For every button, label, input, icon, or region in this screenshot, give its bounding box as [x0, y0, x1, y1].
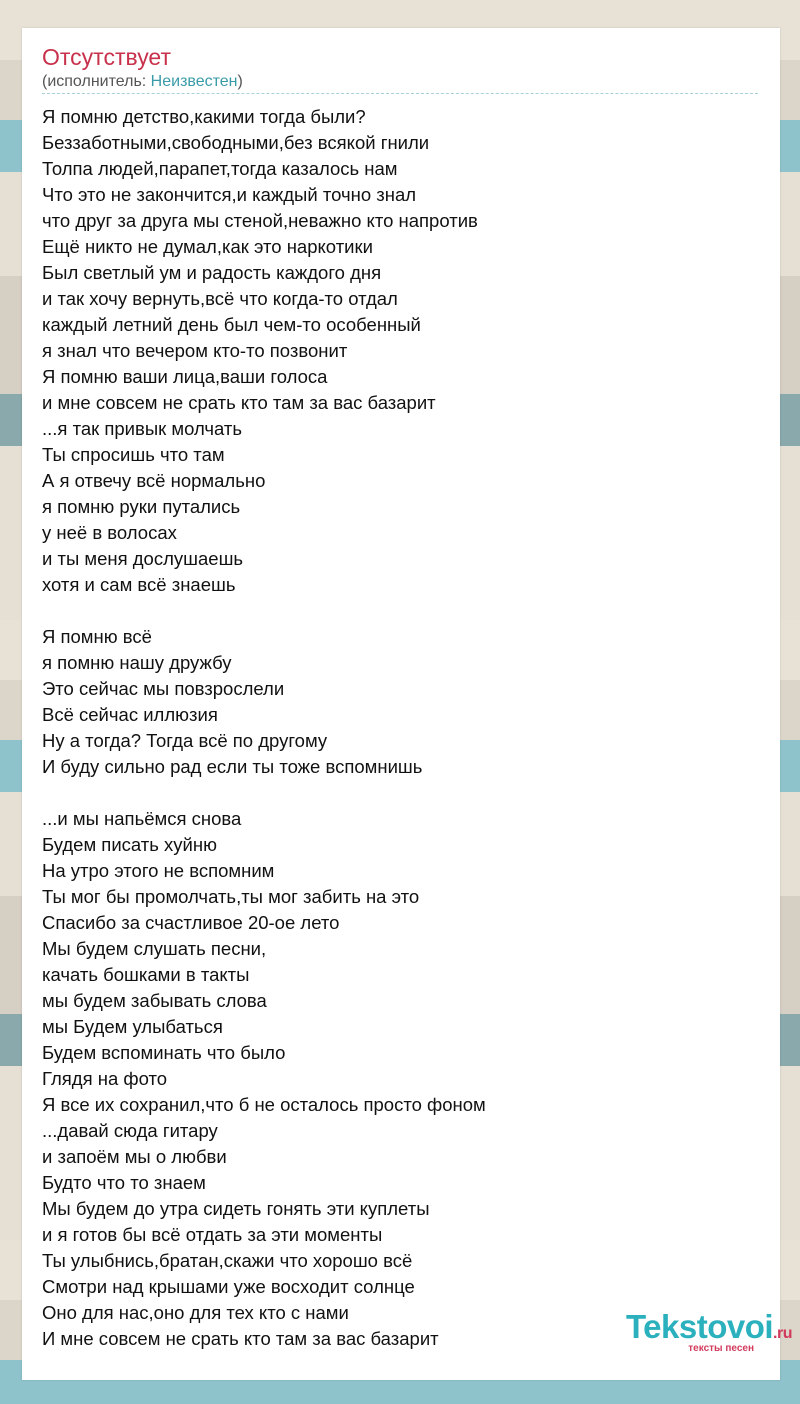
lyric-line: и мне совсем не срать кто там за вас базарит	[42, 392, 436, 413]
logo-domain-suffix: .ru	[773, 1325, 792, 1342]
lyrics-stanza	[42, 624, 762, 780]
song-title: Отсутствует	[42, 44, 171, 70]
artist-link[interactable]: Неизвестен	[150, 73, 238, 90]
title-divider	[42, 93, 758, 94]
lyrics-stanza	[42, 104, 762, 598]
lyric-line: Что это не закончится,и каждый точно знал	[42, 184, 417, 205]
lyric-line: И буду сильно рад если ты тоже вспомнишь	[42, 756, 423, 777]
lyric-line: Будто что то знаем	[42, 1172, 206, 1193]
lyric-line: Будем писать хуйню	[42, 834, 217, 855]
lyric-line: ...я так привык молчать	[42, 418, 242, 439]
lyric-line: Ты мог бы промолчать,ты мог забить на это	[42, 886, 420, 907]
artist-line	[42, 72, 243, 92]
lyric-line: я знал что вечером кто-то позвонит	[42, 340, 348, 361]
lyric-line: и запоём мы о любви	[42, 1146, 227, 1167]
lyric-line: Я помню всё	[42, 626, 152, 647]
lyric-line: и так хочу вернуть,всё что когда-то отдал	[42, 288, 398, 309]
lyric-line: Будем вспоминать что было	[42, 1042, 286, 1063]
lyric-line: Мы будем слушать песни,	[42, 938, 267, 959]
lyric-line: Мы будем до утра сидеть гонять эти куплеты	[42, 1198, 430, 1219]
lyric-line: А я отвечу всё нормально	[42, 470, 266, 491]
lyric-line: я помню нашу дружбу	[42, 652, 232, 673]
lyric-line: ...давай сюда гитару	[42, 1120, 218, 1141]
lyrics-text	[42, 104, 762, 1352]
lyric-line: у неё в волосах	[42, 522, 177, 543]
logo-tagline: тексты песен	[688, 1343, 754, 1354]
lyric-line: я помню руки путались	[42, 496, 241, 517]
lyric-line: Оно для нас,оно для тех кто с нами	[42, 1302, 349, 1323]
lyric-line: Ты улыбнись,братан,скажи что хорошо всё	[42, 1250, 413, 1271]
lyric-line: Я помню ваши лица,ваши голоса	[42, 366, 328, 387]
lyric-line: Ещё никто не думал,как это наркотики	[42, 236, 373, 257]
lyric-line: Смотри над крышами уже восходит солнце	[42, 1276, 415, 1297]
lyric-line: Глядя на фото	[42, 1068, 168, 1089]
lyric-line: качать бошками в такты	[42, 964, 250, 985]
lyric-line: мы Будем улыбаться	[42, 1016, 223, 1037]
site-logo[interactable]	[582, 1310, 792, 1360]
lyric-line: И мне совсем не срать кто там за вас базарит	[42, 1328, 439, 1349]
lyric-line: и ты меня дослушаешь	[42, 548, 244, 569]
lyric-line: что друг за друга мы стеной,неважно кто напротив	[42, 210, 478, 231]
lyric-line: и я готов бы всё отдать за эти моменты	[42, 1224, 383, 1245]
lyric-line: Был светлый ум и радость каждого дня	[42, 262, 382, 283]
logo-main-text: Tekstovoi	[625, 1308, 774, 1345]
lyric-line: На утро этого не вспомним	[42, 860, 275, 881]
lyric-line: Всё сейчас иллюзия	[42, 704, 218, 725]
lyric-line: Я все их сохранил,что б не осталось просто фоном	[42, 1094, 486, 1115]
lyrics-page	[22, 28, 780, 1380]
lyric-line: Ну а тогда? Тогда всё по другому	[42, 730, 328, 751]
lyrics-stanza	[42, 806, 762, 1352]
lyric-line: Спасибо за счастливое 20-ое лето	[42, 912, 340, 933]
lyric-line: ...и мы напьёмся снова	[42, 808, 242, 829]
lyric-line: Беззаботными,свободными,без всякой гнили	[42, 132, 430, 153]
lyric-line: Толпа людей,парапет,тогда казалось нам	[42, 158, 398, 179]
lyric-line: хотя и сам всё знаешь	[42, 574, 236, 595]
lyric-line: каждый летний день был чем-то особенный	[42, 314, 421, 335]
lyric-line: Я помню детство,какими тогда были?	[42, 106, 366, 127]
lyric-line: мы будем забывать слова	[42, 990, 267, 1011]
artist-prefix: (исполнитель:	[42, 73, 151, 90]
lyric-line: Это сейчас мы повзрослели	[42, 678, 285, 699]
artist-suffix: )	[237, 73, 243, 90]
lyric-line: Ты спросишь что там	[42, 444, 225, 465]
